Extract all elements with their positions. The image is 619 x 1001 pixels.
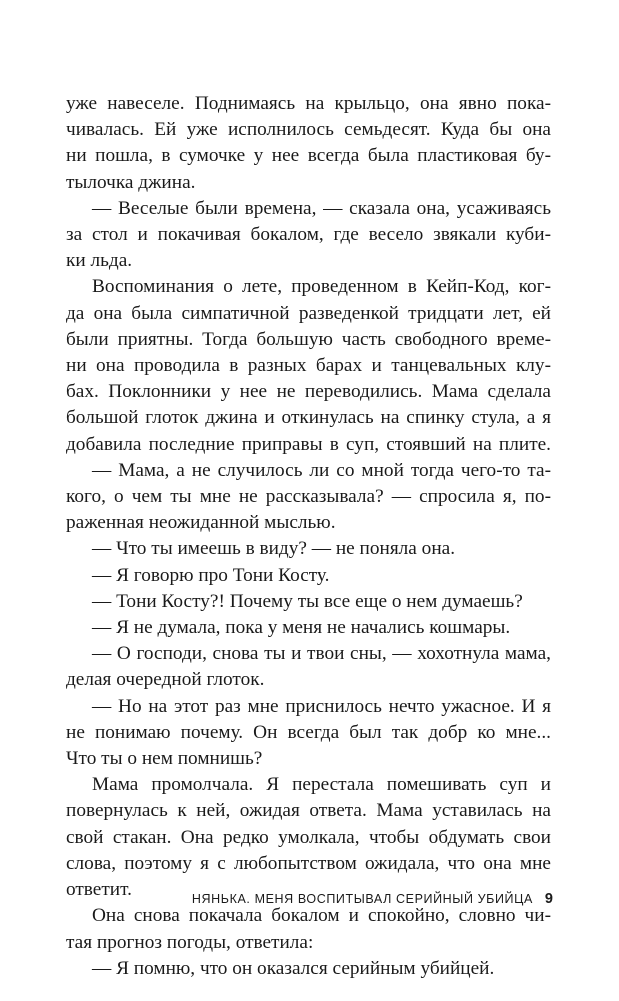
text-line: были приятны. Тогда большую часть свободного време- <box>66 328 551 350</box>
text-line: Воспоминания о лете, проведенном в Кейп-Код, ког- <box>92 276 551 298</box>
text-line: слова, поэтому я с любопытством ожидала, что она мне <box>66 852 551 874</box>
text-line: бах. Поклонники у нее не переводились. Мама сделала <box>66 381 551 403</box>
text-line: свой стакан. Она редко умолкала, чтобы обдумать свои <box>66 826 551 848</box>
text-line: — О господи, снова ты и твои сны, — хохотнула мама, <box>92 643 551 665</box>
text-line: кого, о чем ты мне не рассказывала? — спросила я, по- <box>66 486 551 508</box>
text-line: чивалась. Ей уже исполнилось семьдесят. Куда бы она <box>66 119 551 141</box>
text-line: — Что ты имеешь в виду? — не поняла она. <box>92 538 456 560</box>
text-line: тая прогноз погоды, ответила: <box>66 931 314 953</box>
body-text <box>66 91 551 982</box>
text-line: добавила последние приправы в суп, стоявший на плите. <box>66 433 551 455</box>
text-line: ки льда. <box>66 250 133 272</box>
text-line: Мама промолчала. Я перестала помешивать суп и <box>92 774 551 796</box>
text-line: уже навеселе. Поднимаясь на крыльцо, она явно пока- <box>66 93 551 114</box>
text-line: ответит. <box>66 879 132 901</box>
text-line: ни пошла, в сумочке у нее всегда была пластиковая бу- <box>66 145 551 167</box>
running-head: НЯНЬКА. МЕНЯ ВОСПИТЫВАЛ СЕРИЙНЫЙ УБИЙЦА <box>191 892 533 906</box>
text-line: тылочка джина. <box>66 171 196 193</box>
text-line: — Я помню, что он оказался серийным убийцей. <box>92 957 495 979</box>
text-line: — Тони Косту?! Почему ты все еще о нем думаешь? <box>92 590 523 612</box>
text-line: — Я не думала, пока у меня не начались кошмары. <box>92 617 511 639</box>
text-line: — Я говорю про Тони Косту. <box>92 564 330 586</box>
text-line: раженная неожиданной мыслью. <box>66 512 336 534</box>
text-line: Она снова покачала бокалом и спокойно, словно чи- <box>92 905 551 927</box>
text-line: за стол и покачивая бокалом, где весело звякали куби- <box>66 224 551 246</box>
text-line: — Но на этот раз мне приснилось нечто ужасное. И я <box>92 695 551 717</box>
text-line: да она была симпатичной разведенкой тридцати лет, ей <box>66 302 551 324</box>
page-number: 9 <box>544 891 553 907</box>
text-line: большой глоток джина и откинулась на спинку стула, а я <box>66 407 551 429</box>
text-line: не понимаю почему. Он всегда был так добр ко мне... <box>66 721 551 743</box>
text-line: ни она проводила в разных барах и танцевальных клу- <box>66 355 551 377</box>
text-line: — Веселые были времена, — сказала она, усаживаясь <box>92 197 551 219</box>
text-line: — Мама, а не случилось ли со мной тогда чего-то та- <box>92 459 551 481</box>
text-line: Что ты о нем помнишь? <box>66 748 263 770</box>
text-line: делая очередной глоток. <box>66 669 265 691</box>
text-line: повернулась к ней, ожидая ответа. Мама уставилась на <box>66 800 551 822</box>
page-footer <box>192 891 553 911</box>
